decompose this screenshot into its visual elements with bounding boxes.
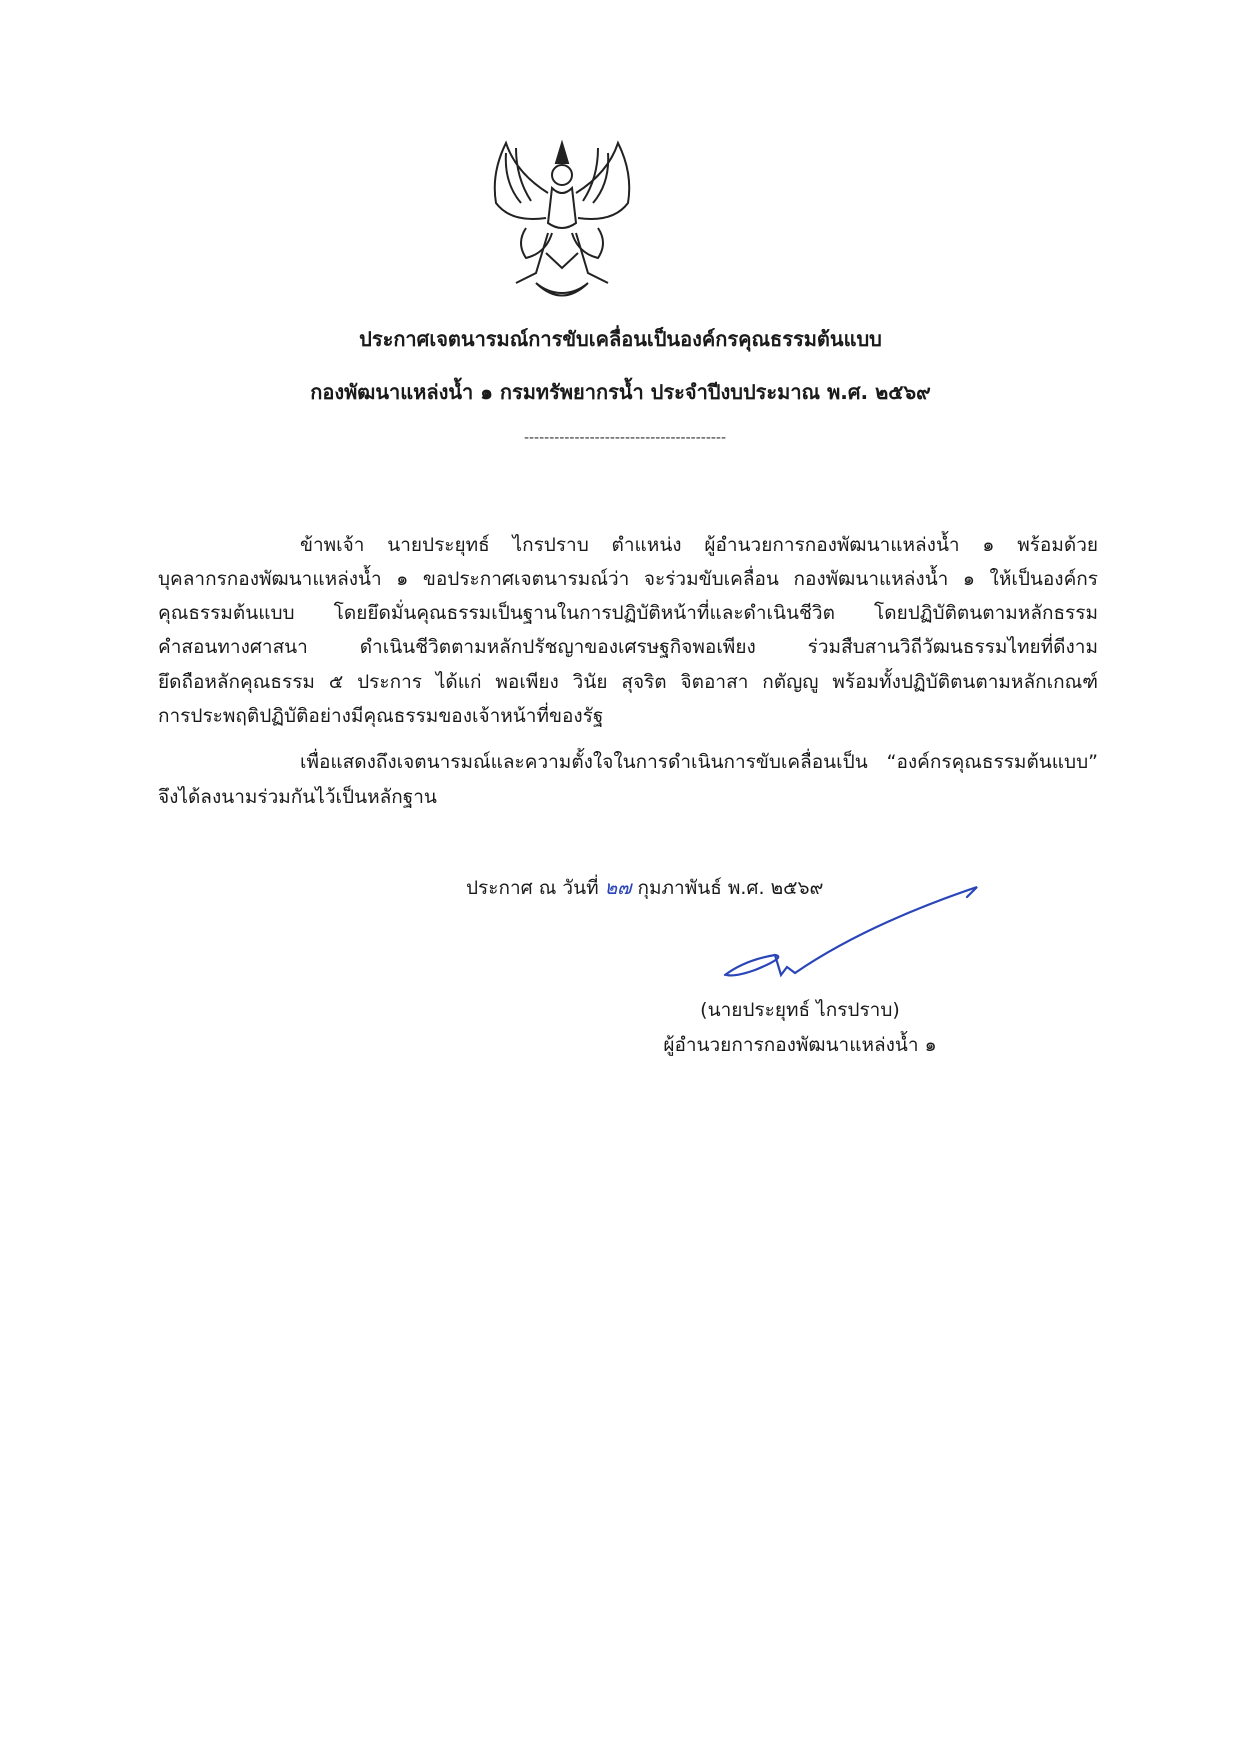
garuda-emblem [486,133,638,303]
paragraph1-line: การประพฤติปฏิบัติอย่างมีคุณธรรมของเจ้าหน้าที่ของรัฐ [158,705,604,727]
signature [715,875,985,990]
paragraph1-line: คำสอนทางศาสนา ดำเนินชีวิตตามหลักปรัชญาของเศรษฐกิจพอเพียง ร่วมสืบสานวิถีวัฒนธรรมไทยที่ดีงาม [158,636,1098,658]
separator: ---------------------------------------- [523,430,727,446]
paragraph1-line: บุคลากรกองพัฒนาแหล่งน้ำ ๑ ขอประกาศเจตนารมณ์ว่า จะร่วมขับเคลื่อน กองพัฒนาแหล่งน้ำ ๑ ให้เป็นองค์กร [158,568,1098,590]
paragraph1-line: คุณธรรมต้นแบบ โดยยึดมั่นคุณธรรมเป็นฐานในการปฏิบัติหน้าที่และดำเนินชีวิต โดยปฏิบัติตนตามหลักธรรม [158,602,1098,624]
paragraph2-line: จึงได้ลงนามร่วมกันไว้เป็นหลักฐาน [158,786,437,808]
paragraph1-line: ข้าพเจ้า นายประยุทธ์ ไกรปราบ ตำแหน่ง ผู้อำนวยการกองพัฒนาแหล่งน้ำ ๑ พร้อมด้วย [300,534,1098,556]
signer-name: (นายประยุทธ์ ไกรปราบ) [700,999,900,1021]
signer-position: ผู้อำนวยการกองพัฒนาแหล่งน้ำ ๑ [663,1034,937,1056]
date-day: ๒๗ [604,877,632,899]
date-suffix: กุมภาพันธ์ พ.ศ. ๒๕๖๙ [637,877,824,899]
title-line-1: ประกาศเจตนารมณ์การขับเคลื่อนเป็นองค์กรคุณธรรมต้นแบบ [359,327,882,351]
title-line-2: กองพัฒนาแหล่งน้ำ ๑ กรมทรัพยากรน้ำ ประจำปีงบประมาณ พ.ศ. ๒๕๖๙ [310,380,931,404]
paragraph2-line: เพื่อแสดงถึงเจตนารมณ์และความตั้งใจในการดำเนินการขับเคลื่อนเป็น “องค์กรคุณธรรมต้นแบบ” [300,751,1098,773]
date-prefix: ประกาศ ณ วันที่ [466,877,599,899]
paragraph1-line: ยึดถือหลักคุณธรรม ๕ ประการ ได้แก่ พอเพียง วินัย สุจริต จิตอาสา กตัญญู พร้อมทั้งปฏิบัติตนตามหลักเกณฑ์ [158,671,1098,693]
